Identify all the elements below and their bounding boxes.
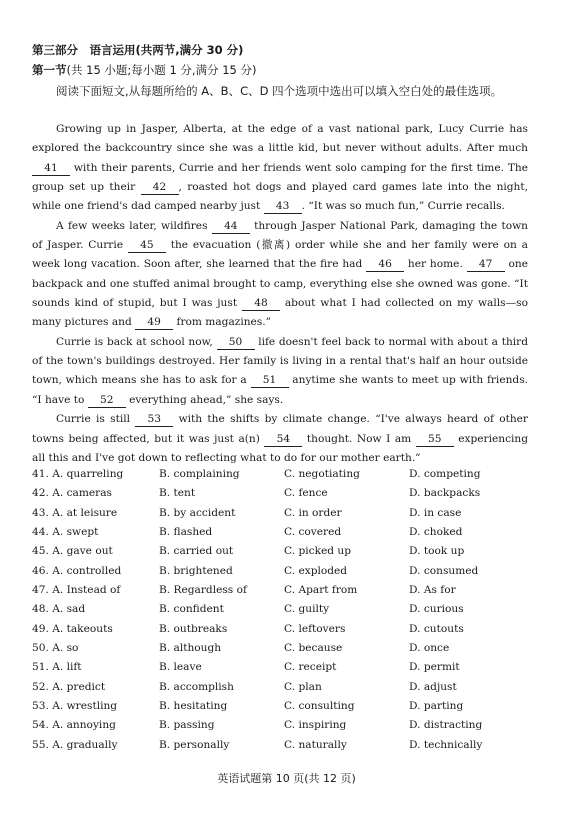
option-row bbox=[32, 484, 532, 503]
option-d: D. adjust bbox=[409, 680, 457, 693]
option-b: B. complaining bbox=[159, 468, 240, 480]
passage-text: about what I had collected on my walls—so many pictures and bbox=[32, 297, 528, 329]
option-c: C. fence bbox=[284, 487, 328, 500]
options-table bbox=[32, 465, 532, 755]
blank-45: 45 bbox=[128, 239, 166, 253]
passage-text: the evacuation (撤离) order while she and her family were on a week long vacation. Soon after, she learned that the fire had bbox=[32, 239, 528, 271]
blank-54: 54 bbox=[264, 433, 302, 447]
option-b: B. leave bbox=[159, 661, 202, 674]
passage-text: from magazines.” bbox=[173, 316, 272, 329]
option-b: B. confident bbox=[159, 603, 224, 616]
option-b: B. brightened bbox=[159, 564, 233, 577]
option-b: B. accomplish bbox=[159, 680, 234, 693]
passage-paragraph bbox=[32, 333, 528, 410]
option-d: D. permit bbox=[409, 661, 460, 674]
option-row bbox=[32, 504, 532, 523]
passage-text: experiencing all this and I've got down to reflecting what to do for our mother earth.” bbox=[32, 432, 528, 464]
passage-text: Currie is still bbox=[56, 413, 136, 426]
passage-text: A few weeks later, wildfires bbox=[56, 219, 212, 232]
option-a: 44. A. swept bbox=[32, 526, 99, 539]
passage-text: life doesn't feel back to normal with about a third of the town's buildings destroyed. Her family is living in a rental that's half an hour outside town, which means she has to ask for a bbox=[32, 335, 529, 387]
option-row bbox=[32, 581, 532, 600]
passage-paragraph bbox=[32, 217, 528, 333]
option-c: C. because bbox=[284, 642, 343, 655]
option-a: 48. A. sad bbox=[32, 603, 86, 616]
option-d: D. took up bbox=[409, 545, 465, 558]
option-row bbox=[32, 523, 532, 542]
passage-paragraph bbox=[32, 120, 528, 217]
option-b: B. by accident bbox=[159, 506, 236, 519]
subsection-title bbox=[32, 62, 257, 78]
option-d: D. backpacks bbox=[409, 487, 481, 500]
option-d: D. in case bbox=[409, 506, 462, 519]
option-row bbox=[32, 658, 532, 677]
option-d: D. distracting bbox=[409, 719, 483, 732]
passage-text: thought. Now I am bbox=[302, 432, 416, 445]
option-b: B. outbreaks bbox=[159, 622, 228, 635]
option-d: D. choked bbox=[409, 526, 463, 539]
option-c: C. guilty bbox=[284, 603, 330, 616]
option-a: 47. A. Instead of bbox=[32, 584, 121, 597]
option-d: D. competing bbox=[409, 468, 481, 480]
passage-text: her home. bbox=[404, 258, 467, 271]
passage bbox=[32, 120, 528, 468]
option-b: B. tent bbox=[159, 487, 196, 500]
blank-50: 50 bbox=[217, 336, 255, 350]
option-c: C. consulting bbox=[284, 700, 355, 713]
option-d: D. technically bbox=[409, 738, 483, 751]
blank-55: 55 bbox=[416, 433, 454, 447]
passage-text: . “It was so much fun,” Currie recalls. bbox=[301, 200, 505, 213]
passage-text: with their parents, Currie and her friends went solo camping for the first time. The group set up their bbox=[32, 161, 528, 194]
passage-paragraph bbox=[32, 410, 528, 468]
option-a: 51. A. lift bbox=[32, 661, 82, 674]
blank-52: 52 bbox=[88, 394, 126, 408]
option-row bbox=[32, 600, 532, 619]
passage-text: anytime she wants to meet up with friends. “I have to bbox=[32, 374, 529, 406]
blank-53: 53 bbox=[135, 413, 173, 427]
option-row bbox=[32, 697, 532, 716]
option-a: 41. A. quarreling bbox=[32, 468, 124, 480]
option-a: 55. A. gradually bbox=[32, 738, 118, 751]
option-a: 46. A. controlled bbox=[32, 564, 122, 577]
option-b: B. personally bbox=[159, 738, 230, 751]
option-c: C. receipt bbox=[284, 661, 337, 674]
option-row bbox=[32, 465, 532, 484]
option-c: C. inspiring bbox=[284, 719, 347, 732]
option-c: C. naturally bbox=[284, 738, 347, 751]
passage-text: Currie is back at school now, bbox=[56, 335, 217, 348]
option-a: 52. A. predict bbox=[32, 680, 106, 693]
option-a: 53. A. wrestling bbox=[32, 700, 118, 713]
page-footer: 英语试题第 10 页(共 12 页) bbox=[217, 772, 356, 785]
blank-51: 51 bbox=[251, 374, 289, 388]
option-a: 49. A. takeouts bbox=[32, 622, 113, 635]
blank-49: 49 bbox=[135, 316, 173, 330]
subsection-label: 第一节 bbox=[32, 63, 67, 77]
blank-48: 48 bbox=[242, 297, 280, 311]
option-a: 45. A. gave out bbox=[32, 545, 113, 558]
passage-text: one backpack and one stuffed animal brought to camp, everything else she owned was gone. “It sounds kind of stupid, but I was just bbox=[32, 258, 528, 310]
option-a: 50. A. so bbox=[32, 642, 79, 655]
passage-text: with the shifts by climate change. “I've always heard of other towns being affected, but it was just a(n) bbox=[32, 413, 528, 445]
option-a: 42. A. cameras bbox=[32, 487, 112, 500]
option-c: C. negotiating bbox=[284, 468, 360, 480]
blank-46: 46 bbox=[366, 258, 404, 272]
instruction: 阅读下面短文,从每题所给的 A、B、C、D 四个选项中选出可以填入空白处的最佳选项。 bbox=[56, 84, 503, 98]
passage-text: , roasted hot dogs and played card games late into the night, while one friend's dad camped nearby just bbox=[32, 181, 529, 213]
option-b: B. carried out bbox=[159, 545, 234, 558]
option-b: B. passing bbox=[159, 719, 215, 732]
blank-42: 42 bbox=[141, 181, 179, 195]
blank-43: 43 bbox=[264, 200, 302, 214]
option-d: D. consumed bbox=[409, 564, 479, 577]
subsection-rest: (共 15 小题;每小题 1 分,满分 15 分) bbox=[66, 63, 257, 77]
option-c: C. in order bbox=[284, 506, 342, 519]
option-a: 43. A. at leisure bbox=[32, 506, 118, 519]
section-title: 第三部分 语言运用(共两节,满分 30 分) bbox=[32, 43, 244, 57]
option-d: D. curious bbox=[409, 603, 464, 616]
option-b: B. hesitating bbox=[159, 700, 228, 713]
option-c: C. covered bbox=[284, 526, 342, 539]
option-b: B. although bbox=[159, 642, 222, 655]
blank-47: 47 bbox=[467, 258, 505, 272]
option-d: D. cutouts bbox=[409, 622, 464, 635]
option-c: C. leftovers bbox=[284, 622, 346, 635]
option-b: B. Regardless of bbox=[159, 584, 247, 597]
option-d: D. once bbox=[409, 642, 450, 655]
option-row bbox=[32, 736, 532, 755]
passage-text: everything ahead,” she says. bbox=[125, 393, 284, 406]
passage-text: Growing up in Jasper, Alberta, at the edge of a vast national park, Lucy Currie has explored the backcountry since she was a little kid, but never without adults. After much bbox=[32, 123, 528, 155]
option-d: D. As for bbox=[409, 584, 456, 597]
option-row bbox=[32, 542, 532, 561]
blank-41: 41 bbox=[32, 162, 70, 176]
option-c: C. exploded bbox=[284, 564, 348, 577]
blank-44: 44 bbox=[212, 220, 250, 234]
passage-text: through Jasper National Park, damaging the town of Jasper. Currie bbox=[32, 219, 528, 252]
option-row bbox=[32, 678, 532, 697]
option-c: C. plan bbox=[284, 680, 322, 693]
option-b: B. flashed bbox=[159, 526, 213, 539]
option-row bbox=[32, 639, 532, 658]
option-d: D. parting bbox=[409, 700, 464, 713]
option-row bbox=[32, 716, 532, 735]
option-c: C. picked up bbox=[284, 545, 352, 558]
option-row bbox=[32, 562, 532, 581]
option-a: 54. A. annoying bbox=[32, 719, 116, 732]
option-c: C. Apart from bbox=[284, 584, 358, 597]
option-row bbox=[32, 620, 532, 639]
